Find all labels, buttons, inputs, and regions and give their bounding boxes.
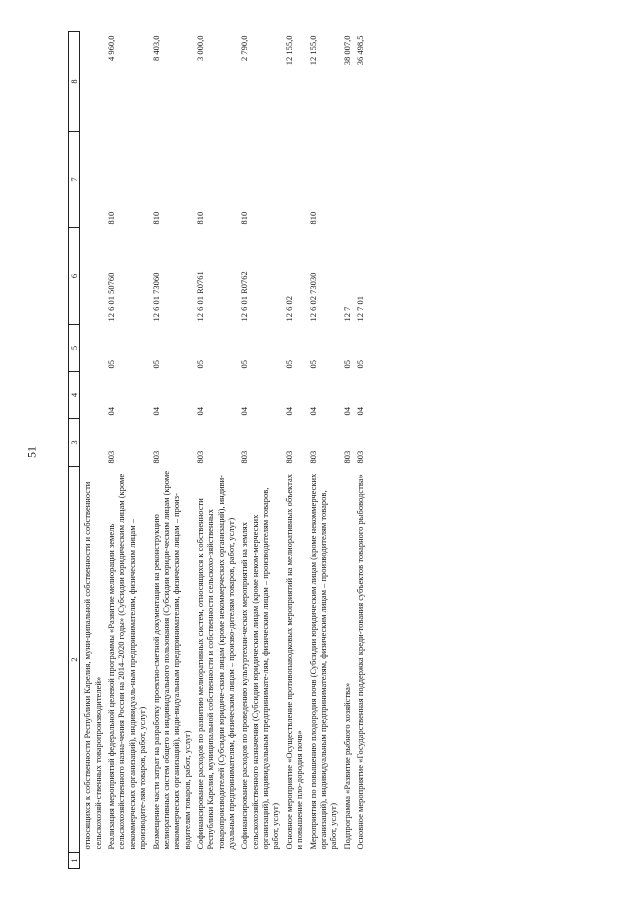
budget-table (68, 31, 366, 869)
table-row (282, 32, 306, 869)
row-section: 04 (150, 407, 161, 416)
row-section: 04 (194, 407, 205, 416)
row-subsection (80, 325, 104, 372)
row-section: 04 (239, 407, 250, 416)
row-ministry-code: 803 (307, 450, 318, 464)
row-subsection: 05 (106, 360, 117, 369)
row-expense-type: 810 (150, 211, 161, 225)
row-subsection: 05 (341, 360, 352, 369)
row-ministry-code: 803 (354, 450, 365, 464)
row-name: Реализация мероприятий федеральной целевой программы «Развитие мелиорации земель сельскохозяйственного назна-чения России на 2014–2020 годы» (Субсидии юридическим лицам (кроме некоммерческих организаций), индивидуаль-ным предпринимателям, физическим лицам – производите-лям товаров, работ, услуг) (106, 473, 148, 850)
table-row (149, 32, 193, 869)
row-name: Основное мероприятие «Осуществление противопаводковых мероприятий на мелиоративных объектах и повышение пло-дородия почв» (283, 474, 305, 850)
row-expense-type: 810 (239, 211, 250, 225)
row-index-cell (104, 853, 148, 869)
row-index-cell (80, 853, 104, 869)
table-row (353, 32, 366, 869)
row-section: 04 (354, 407, 365, 416)
row-subsection: 05 (194, 360, 205, 369)
row-target-article: 12 7 (341, 306, 352, 322)
header-col-8: 8 (69, 32, 80, 132)
row-expense-type: 810 (106, 211, 117, 225)
row-section: 04 (341, 407, 352, 416)
table-row (104, 32, 148, 869)
row-target-article: 12 6 02 73030 (307, 272, 318, 322)
row-ministry-code: 803 (194, 450, 205, 464)
row-index-cell (237, 853, 281, 869)
row-amount: 12 155,0 (307, 35, 318, 66)
row-expense-type (353, 132, 366, 228)
row-expense-type (282, 132, 306, 228)
header-col-7: 7 (69, 132, 80, 228)
table-row (237, 32, 281, 869)
row-amount: 38 007,0 (341, 35, 352, 66)
row-target-article: 12 6 01 73060 (150, 272, 161, 322)
row-subsection: 05 (283, 360, 294, 369)
row-ministry-code: 803 (150, 450, 161, 464)
row-amount: 4 960,0 (106, 35, 117, 61)
row-target-article: 12 7 01 (354, 296, 365, 322)
header-col-6: 6 (69, 228, 80, 325)
row-target-article: 12 6 01 50760 (106, 272, 117, 322)
row-index-cell (193, 853, 237, 869)
row-ministry-code (80, 419, 104, 467)
row-expense-type (340, 132, 353, 228)
row-section (80, 372, 104, 419)
row-expense-type: 810 (194, 211, 205, 225)
table-row (80, 32, 104, 869)
table-row (193, 32, 237, 869)
row-name: Основное мероприятие «Государственная поддержка креди-тования субъектов товарного рыбоводства» (354, 474, 365, 850)
row-target-article: 12 6 01 R0761 (194, 271, 205, 322)
row-expense-type: 810 (307, 211, 318, 225)
budget-table-container (68, 32, 616, 869)
row-name: Софинансирование расходов по проведению культуртехни-ческих мероприятий на землях сельскохозяйственного назначения (Субсидии юридическим лицам (кроме неком-мерческих организаций), индивидуальным предпринимате-лям, физическим лицам – производителям товаров, работ, услуг) (239, 487, 281, 850)
row-index-cell (340, 853, 353, 869)
header-col-2: 2 (69, 467, 80, 853)
row-ministry-code: 803 (341, 450, 352, 464)
row-amount: 8 403,0 (150, 35, 161, 61)
row-subsection: 05 (354, 360, 365, 369)
row-subsection: 05 (239, 360, 250, 369)
row-index-cell (282, 853, 306, 869)
row-ministry-code: 803 (106, 450, 117, 464)
row-name: Возмещение части затрат на разработку проектно-сметной документации на реконструкцию мелиоративных систем общего и индивидуального пользования (Субсидии юриди-ческим лицам (кроме некоммерческих организаций), инди-видуальным предпринимателям, физическим лицам – произ-водителям товаров, работ, услуг) (150, 470, 192, 850)
row-section: 04 (307, 407, 318, 416)
table-row (340, 32, 353, 869)
row-section: 04 (106, 407, 117, 416)
rotated-page-content (68, 32, 616, 869)
header-col-5: 5 (69, 325, 80, 372)
row-target-article: 12 6 01 R0762 (239, 271, 250, 322)
row-index-cell (149, 853, 193, 869)
header-col-3: 3 (69, 419, 80, 467)
page-number: 51 (24, 446, 39, 458)
table-row (306, 32, 340, 869)
row-amount: 12 155,0 (283, 35, 294, 66)
row-target-article (80, 228, 104, 325)
row-amount: 2 790,0 (239, 35, 250, 61)
row-target-article: 12 6 02 (283, 296, 294, 322)
row-name: относящихся к собственности Республики Карелия, муни-ципальной собственности и собственности сельскохозяй-ственных товаропроизводителей» (82, 481, 103, 850)
row-name: Мероприятия по повышению плодородия почв (Субсидии юридическим лицам (кроме некоммерческих организаций), индивидуальным предпринимателям, физическим лицам – производителям товаров, работ, услуг) (307, 473, 339, 850)
row-section: 04 (283, 407, 294, 416)
row-ministry-code: 803 (283, 450, 294, 464)
row-name: Подпрограмма «Развитие рыбного хозяйства» (341, 682, 352, 850)
row-index-cell (353, 853, 366, 869)
row-name: Софинансирование расходов по развитию мелиоративных систем, относящихся к собственности Республики Карелия, муниципальной собственности и собственности сельскохо-зяйственных товаропроизводителей (Субсидии юридиче-ским лицам (кроме некоммерческих организаций), индиви-дуальным предпринимателям, физическим лицам – произво-дителям товаров, работ, услуг) (194, 475, 237, 850)
row-ministry-code: 803 (239, 450, 250, 464)
row-amount: 3 000,0 (194, 35, 205, 61)
row-amount: 36 498,5 (354, 35, 365, 66)
row-subsection: 05 (150, 360, 161, 369)
row-amount (80, 32, 104, 132)
header-col-1: 1 (69, 853, 80, 869)
row-subsection: 05 (307, 360, 318, 369)
table-header-row (69, 32, 80, 869)
row-expense-type (80, 132, 104, 228)
row-index-cell (306, 853, 340, 869)
header-col-4: 4 (69, 372, 80, 419)
